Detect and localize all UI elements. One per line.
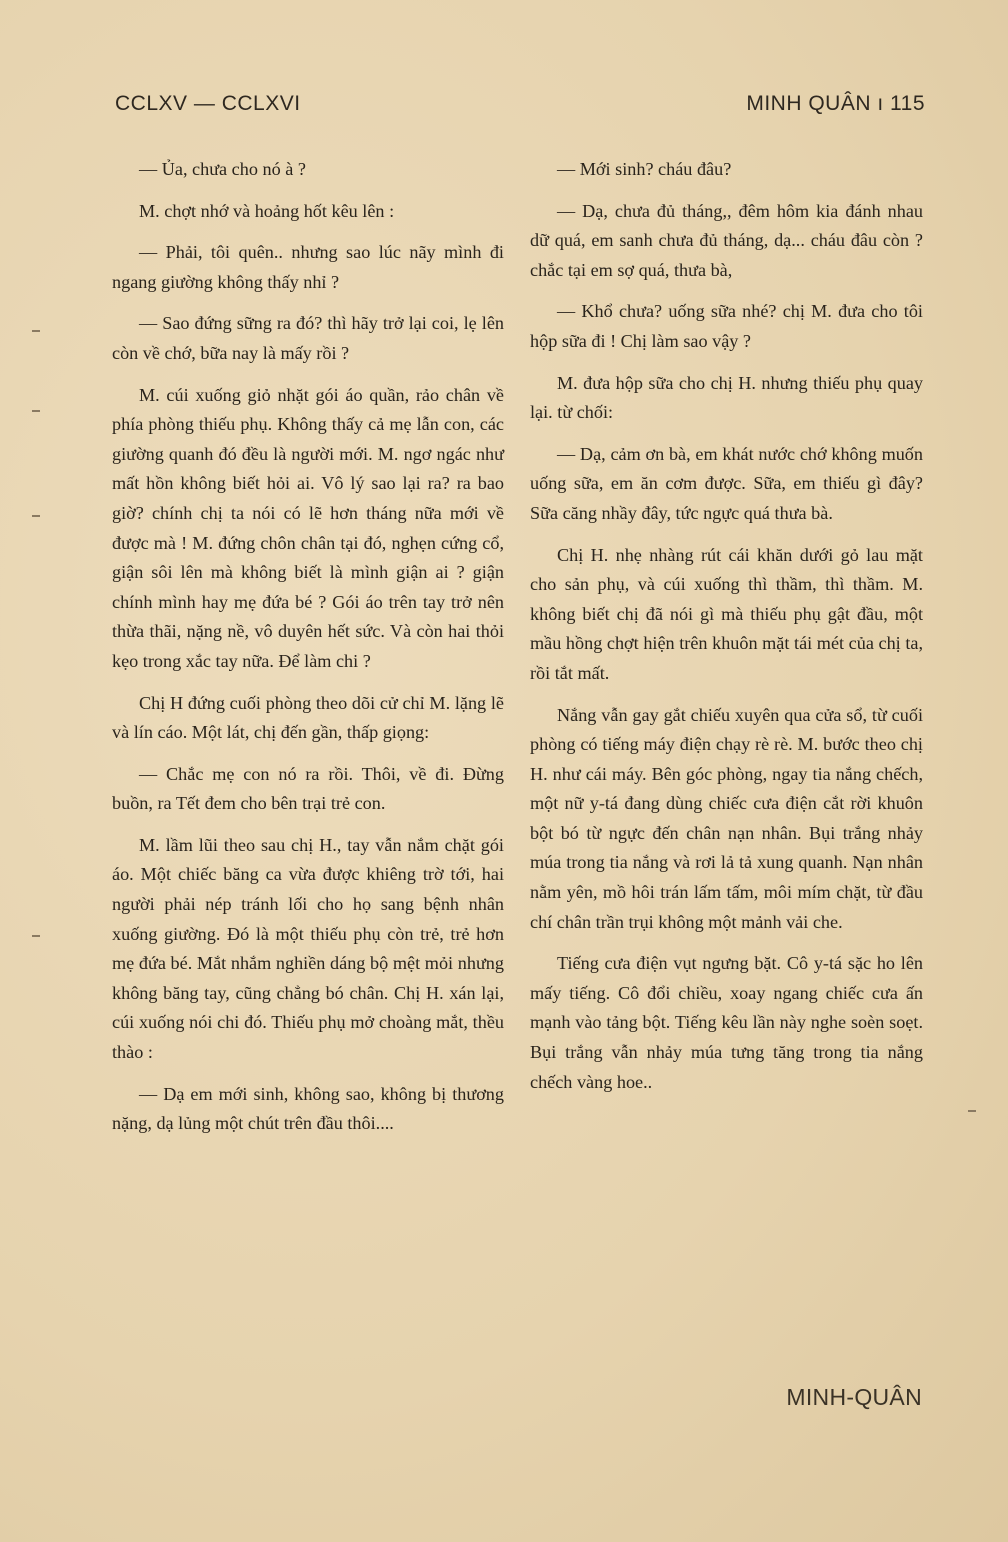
paragraph: M. cúi xuống giỏ nhặt gói áo quần, rảo chân về phía phòng thiếu phụ. Không thấy cả mẹ lẫn con, các giường quanh đó đều là người mới. M. ngơ ngác như mất hồn không biết hỏi ai. Vô lý sao lại ra? ra bao giờ? chính chị ta nói có lẽ hơn tháng nữa mới về được mà ! M. đứng chôn chân tại đó, nghẹn cứng cổ, giận sôi lên mà không biết là mình giận ai ? giận chính mình hay mẹ đứa bé ? Gói áo trên tay trở nên thừa thãi, nặng nề, vô duyên hết sức. Và còn hai thỏi kẹo trong xắc tay nữa. Để làm chi ? xyxy=(112,384,504,671)
margin-mark xyxy=(32,515,40,517)
paragraph: Tiếng cưa điện vụt ngưng bặt. Cô y-tá sặc ho lên mấy tiếng. Cô đổi chiều, xoay ngang chiếc cưa ấn mạnh vào tảng bột. Tiếng kêu lần này nghe soèn soẹt. Bụi trắng vẫn nhảy múa tưng tăng trong tia nắng chếch vàng hoe.. xyxy=(530,953,923,1092)
page-header xyxy=(115,92,925,124)
paragraph: — Dạ, cảm ơn bà, em khát nước chớ không muốn uống sữa, em ăn cơm được. Sữa, em thiếu gì đây? Sữa căng nhầy đây, tức ngực quá thưa bà. xyxy=(530,443,923,523)
paragraph: — Ủa, chưa cho nó à ? xyxy=(139,159,306,179)
author-signature: MINH-QUÂN xyxy=(786,1384,922,1410)
paragraph: — Sao đứng sững ra đó? thì hãy trở lại coi, lẹ lên còn về chớ, bữa nay là mấy rồi ? xyxy=(112,313,504,363)
paragraph: — Phải, tôi quên.. nhưng sao lúc nãy mình đi ngang giường không thấy nhỉ ? xyxy=(112,242,504,292)
left-column xyxy=(112,155,504,1151)
paragraph: Chị H đứng cuối phòng theo dõi cử chỉ M. lặng lẽ và lín cáo. Một lát, chị đến gần, thấp giọng: xyxy=(112,692,504,743)
header-issue-numbers: CCLXV — CCLXVI xyxy=(115,92,301,115)
margin-mark xyxy=(968,1110,976,1112)
paragraph: — Dạ, chưa đủ tháng,, đêm hôm kia đánh nhau dữ quá, em sanh chưa đủ tháng, dạ... cháu đâu còn ? chắc tại em sợ quá, thưa bà, xyxy=(530,200,923,280)
margin-mark xyxy=(32,410,40,412)
paragraph: — Mới sinh? cháu đâu? xyxy=(557,159,732,179)
margin-mark xyxy=(32,935,40,937)
right-column xyxy=(530,155,923,1109)
paragraph: — Khổ chưa? uống sữa nhé? chị M. đưa cho tôi hộp sữa đi ! Chị làm sao vậy ? xyxy=(530,301,923,351)
paragraph: M. lầm lũi theo sau chị H., tay vẫn nắm chặt gói áo. Một chiếc băng ca vừa được khiêng trờ tới, hai người phải nép tránh lối cho họ sang bệnh nhân xuống giường. Đó là một thiếu phụ còn trẻ, trẻ hơn mẹ đứa bé. Mắt nhắm nghiền dáng bộ mệt mỏi nhưng không băng tay, cũng chẳng bó chân. Chị H. xán lại, cúi xuống nói chi đó. Thiếu phụ mở choàng mắt, thều thào : xyxy=(112,834,504,1063)
paragraph: M. đưa hộp sữa cho chị H. nhưng thiếu phụ quay lại. từ chối: xyxy=(530,372,923,423)
paragraph: — Chắc mẹ con nó ra rồi. Thôi, về đi. Đừng buồn, ra Tết đem cho bên trại trẻ con. xyxy=(112,763,504,814)
paragraph: Nắng vẫn gay gắt chiếu xuyên qua cửa sổ, từ cuối phòng có tiếng máy điện chạy rè rè. M. bước theo chị H. như cái máy. Bên góc phòng, ngay tia nắng chếch, một nữ y-tá đang dùng chiếc cưa điện cắt rời khuôn bột bó từ ngực đến chân nạn nhân. Bụi trắng nhảy múa trong tia nắng và rơi lả tả xung quanh. Nạn nhân nằm yên, mồ hôi trán lấm tấm, môi mím chặt, từ đầu chí chân trần trụi không một mảnh vải che. xyxy=(530,704,923,932)
paragraph: Chị H. nhẹ nhàng rút cái khăn dưới gỏ lau mặt cho sản phụ, và cúi xuống thì thầm, thì thầm. M. không biết chị đã nói gì mà thiếu phụ gật đầu, một mầu hồng chợt hiện trên khuôn mặt tái mét của chị ta, rồi tắt mất. xyxy=(530,544,923,683)
margin-mark xyxy=(32,330,40,332)
header-author-page-number: MINH QUÂN ı 115 xyxy=(746,92,925,115)
paragraph: — Dạ em mới sinh, không sao, không bị thương nặng, dạ lủng một chút trên đầu thôi.... xyxy=(112,1083,504,1134)
paragraph: M. chợt nhớ và hoảng hốt kêu lên : xyxy=(139,200,395,221)
